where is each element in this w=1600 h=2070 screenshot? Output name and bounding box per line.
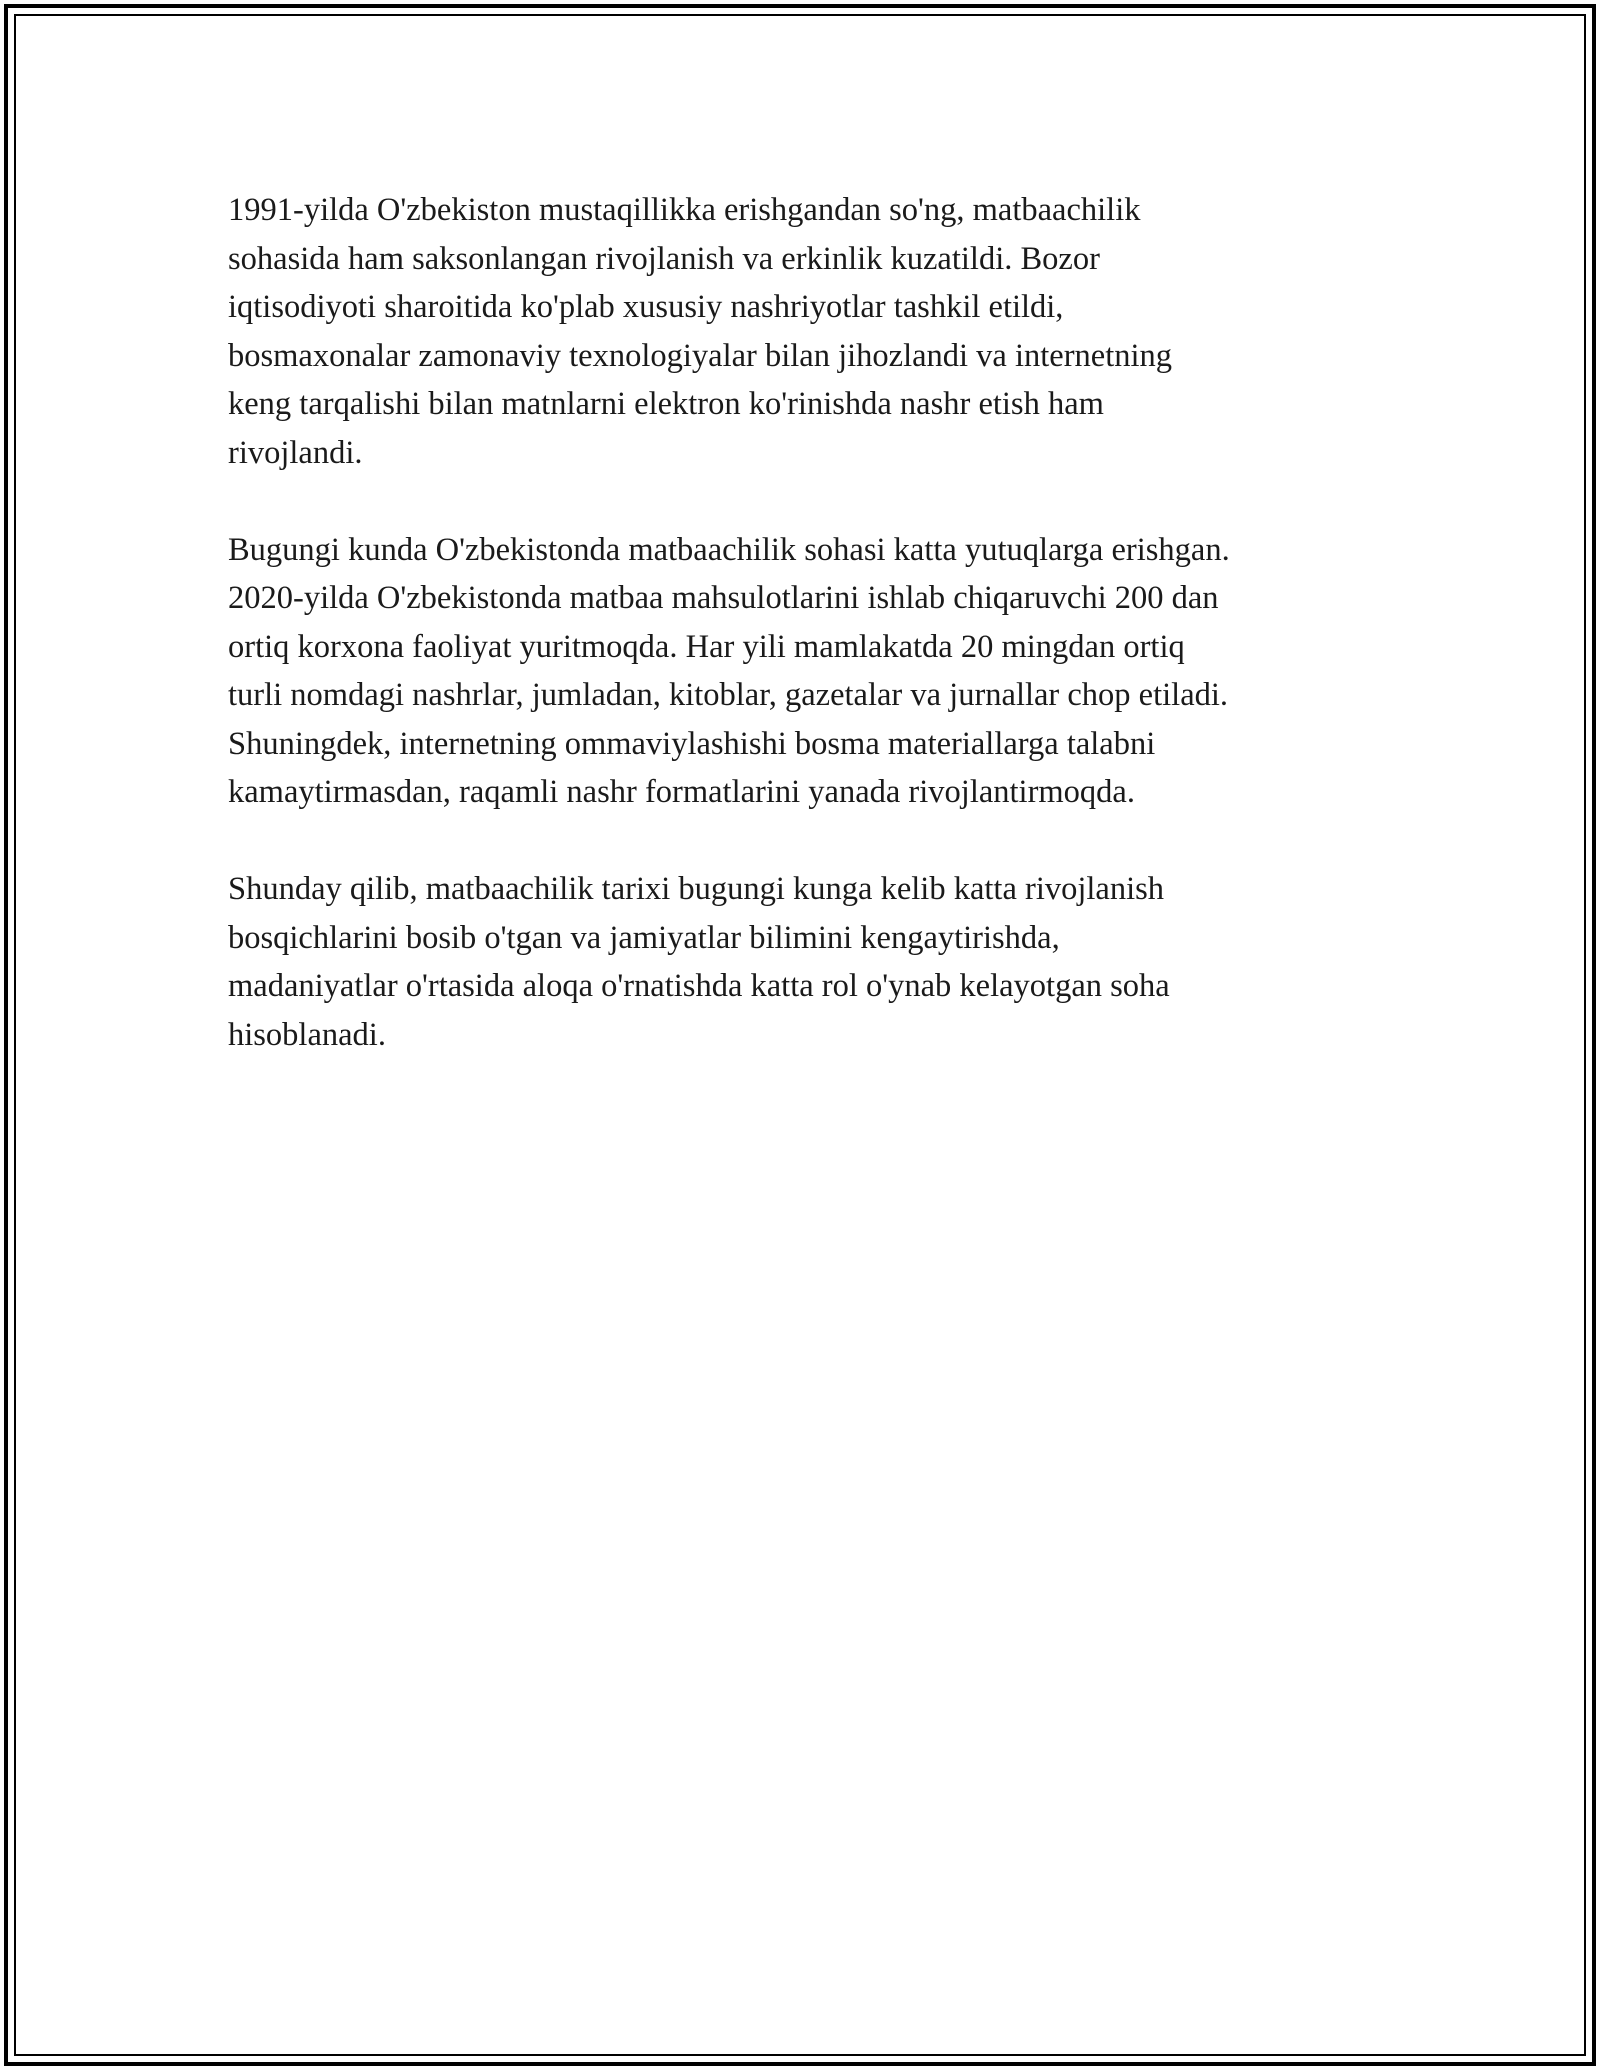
paragraph-independence [228,186,1378,477]
text-line: Shunday qilib, matbaachilik tarixi bugungi kunga kelib katta rivojlanish [228,871,1165,907]
text-line: bosmaxonalar zamonaviy texnologiyalar bilan jihozlandi va internetning [228,337,1173,374]
text-line: sohasida ham saksonlangan rivojlanish va erkinlik kuzatildi. Bozor [228,240,1100,277]
text-line: turli nomdagi nashrlar, jumladan, kitoblar, gazetalar va jurnallar chop etiladi. [228,677,1229,713]
text-line: Shuningdek, internetning ommaviylashishi bosma materiallarga talabni [228,725,1156,762]
text-line: ortiq korxona faoliyat yuritmoqda. Har yili mamlakatda 20 mingdan ortiq [228,628,1185,665]
text-line: kamaytirmasdan, raqamli nashr formatlarini yanada rivojlantirmoqda. [228,774,1135,810]
text-line: keng tarqalishi bilan matnlarni elektron ko'rinishda nashr etish ham [228,386,1104,422]
text-line: iqtisodiyoti sharoitida ko'plab xususiy nashriyotlar tashkil etildi, [228,289,1064,325]
text-line: bosqichlarini bosib o'tgan va jamiyatlar bilimini kengaytirishda, [228,919,1060,956]
text-line: Bugungi kunda O'zbekistonda matbaachilik sohasi katta yutuqlarga erishgan. [228,531,1230,568]
text-line: rivojlandi. [228,434,363,471]
document-body [228,186,1378,1108]
text-line: 2020-yilda O'zbekistonda matbaa mahsulotlarini ishlab chiqaruvchi 200 dan [228,580,1219,616]
paragraph-today [228,526,1378,817]
text-line: hisoblanadi. [228,1016,386,1053]
text-line: 1991-yilda O'zbekiston mustaqillikka erishgandan so'ng, matbaachilik [228,192,1141,228]
paragraph-conclusion [228,865,1378,1059]
text-line: madaniyatlar o'rtasida aloqa o'rnatishda katta rol o'ynab kelayotgan soha [228,968,1170,1004]
